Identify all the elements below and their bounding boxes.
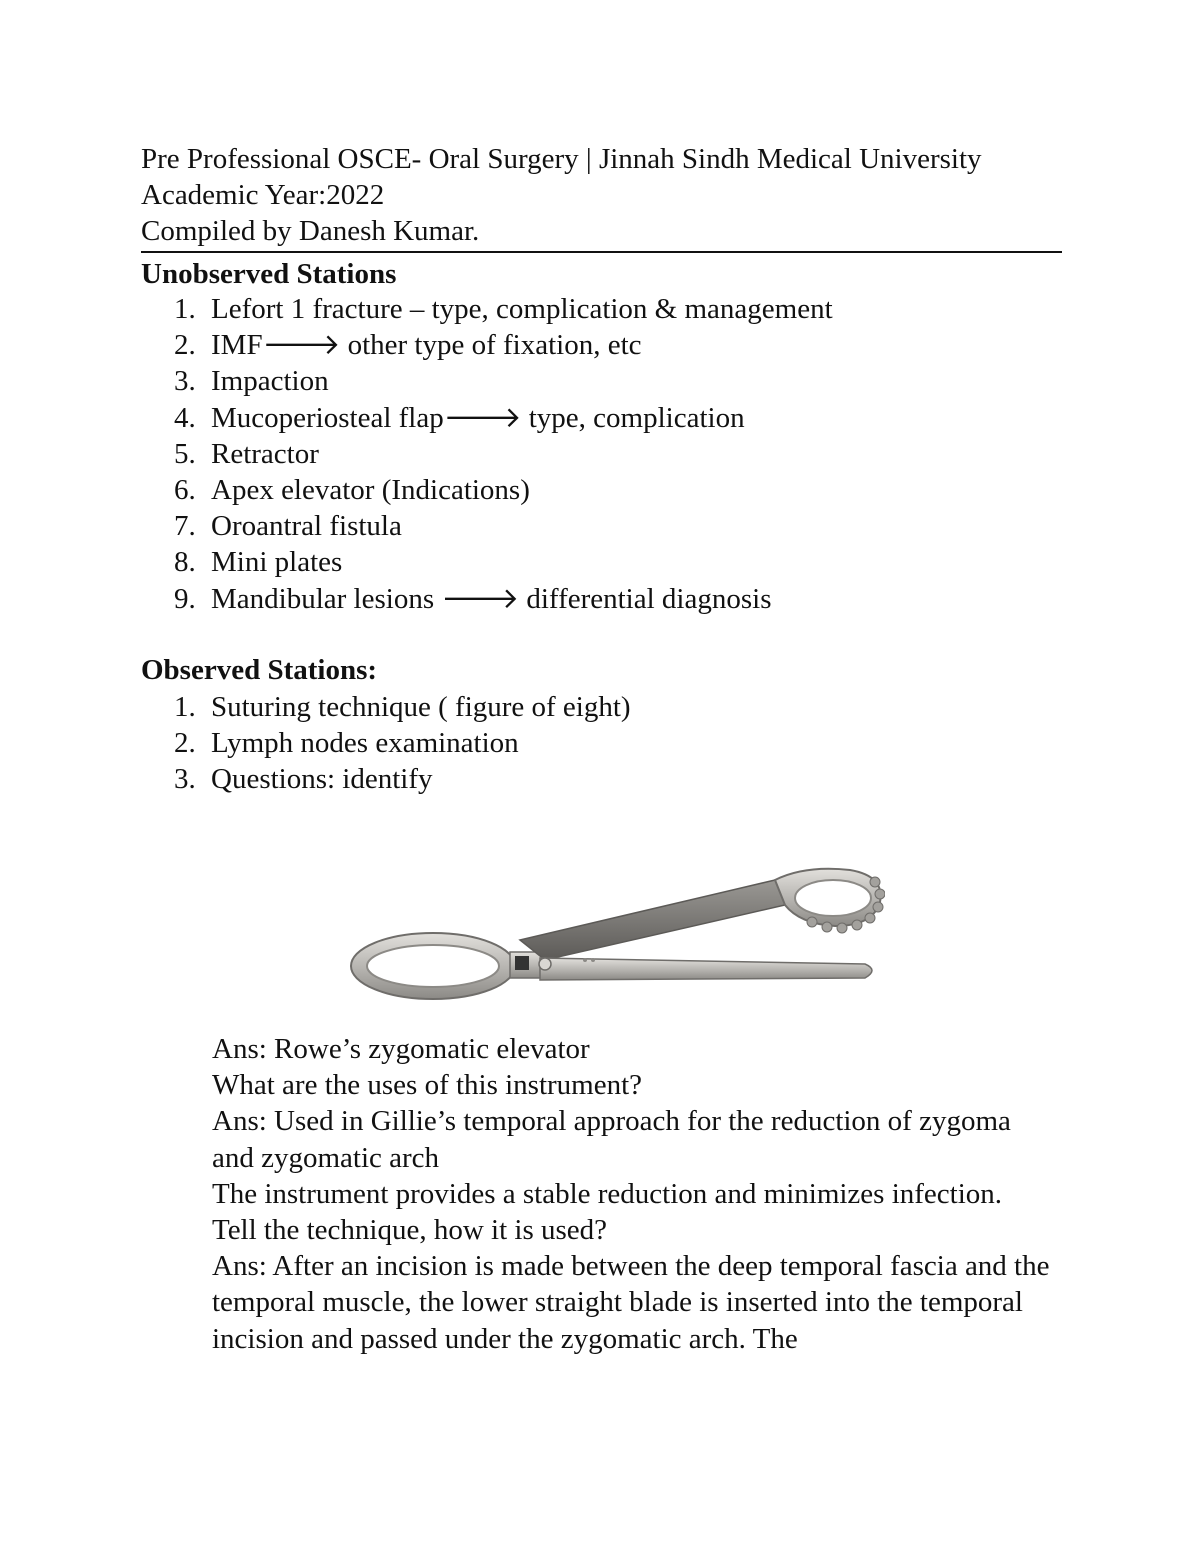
observed-list [141,689,631,798]
list-item [141,544,833,580]
list-item [141,436,833,472]
header-compiler: Compiled by Danesh Kumar. [141,215,480,247]
list-number: 1. [174,691,196,723]
observed-heading: Observed Stations: [141,654,378,686]
list-number: 7. [174,510,196,543]
question-technique: Tell the technique, how it is used? [212,1214,608,1247]
answer-uses: Ans: Used in Gillie’s temporal approach for the reduction of zygoma and zygomatic arch [212,1105,1011,1174]
list-item [141,725,631,761]
list-number: 8. [174,546,196,579]
answer-section [212,1031,1052,1357]
answer-technique: Ans: After an incision is made between the deep temporal fascia and the temporal muscle, the lower straight blade is inserted into the temporal incision and passed under the zygomatic arch. The [212,1250,1050,1355]
list-text: Retractor [211,437,319,470]
list-text: Mucoperiosteal flap🡒 type, complication [211,401,745,434]
list-text: Apex elevator (Indications) [211,474,530,507]
list-text: IMF🡒 other type of fixation, etc [211,329,642,362]
question-uses: What are the uses of this instrument? [212,1069,643,1102]
list-item [141,400,833,436]
answer-stability: The instrument provides a stable reduction and minimizes infection. [212,1177,1003,1210]
unobserved-list [141,291,833,617]
list-text: Suturing technique ( figure of eight) [211,691,631,723]
list-item [141,508,833,544]
instrument-illustration [345,860,885,1010]
list-item [141,689,631,725]
list-number: 6. [174,474,196,507]
list-text: Lymph nodes examination [211,727,519,760]
list-item [141,472,833,508]
answer-identity: Ans: Rowe’s zygomatic elevator [212,1033,590,1065]
list-text: Mini plates [211,546,343,579]
zygomatic-elevator-image [345,860,885,1010]
list-text: Impaction [211,365,329,398]
list-number: 3. [174,365,196,398]
list-number: 9. [174,582,196,615]
list-text: Lefort 1 fracture – type, complication & management [211,293,833,325]
list-text: Questions: identify [211,763,433,796]
list-text: Oroantral fistula [211,510,402,543]
list-number: 2. [174,727,196,760]
list-number: 5. [174,437,196,470]
list-text: Mandibular lesions 🡒 differential diagnosis [211,582,772,615]
header-academic-year: Academic Year:2022 [141,179,385,211]
header-title: Pre Professional OSCE- Oral Surgery | Jinnah Sindh Medical University [141,143,982,175]
unobserved-heading: Unobserved Stations [141,258,397,290]
list-item [141,291,833,327]
document-header [141,141,1062,249]
list-item [141,327,833,363]
list-item [141,761,631,797]
list-item [141,363,833,399]
header-divider [141,251,1062,253]
list-number: 2. [174,329,196,362]
list-number: 3. [174,763,196,796]
list-number: 4. [174,401,196,434]
list-item [141,581,833,617]
list-number: 1. [174,293,196,325]
